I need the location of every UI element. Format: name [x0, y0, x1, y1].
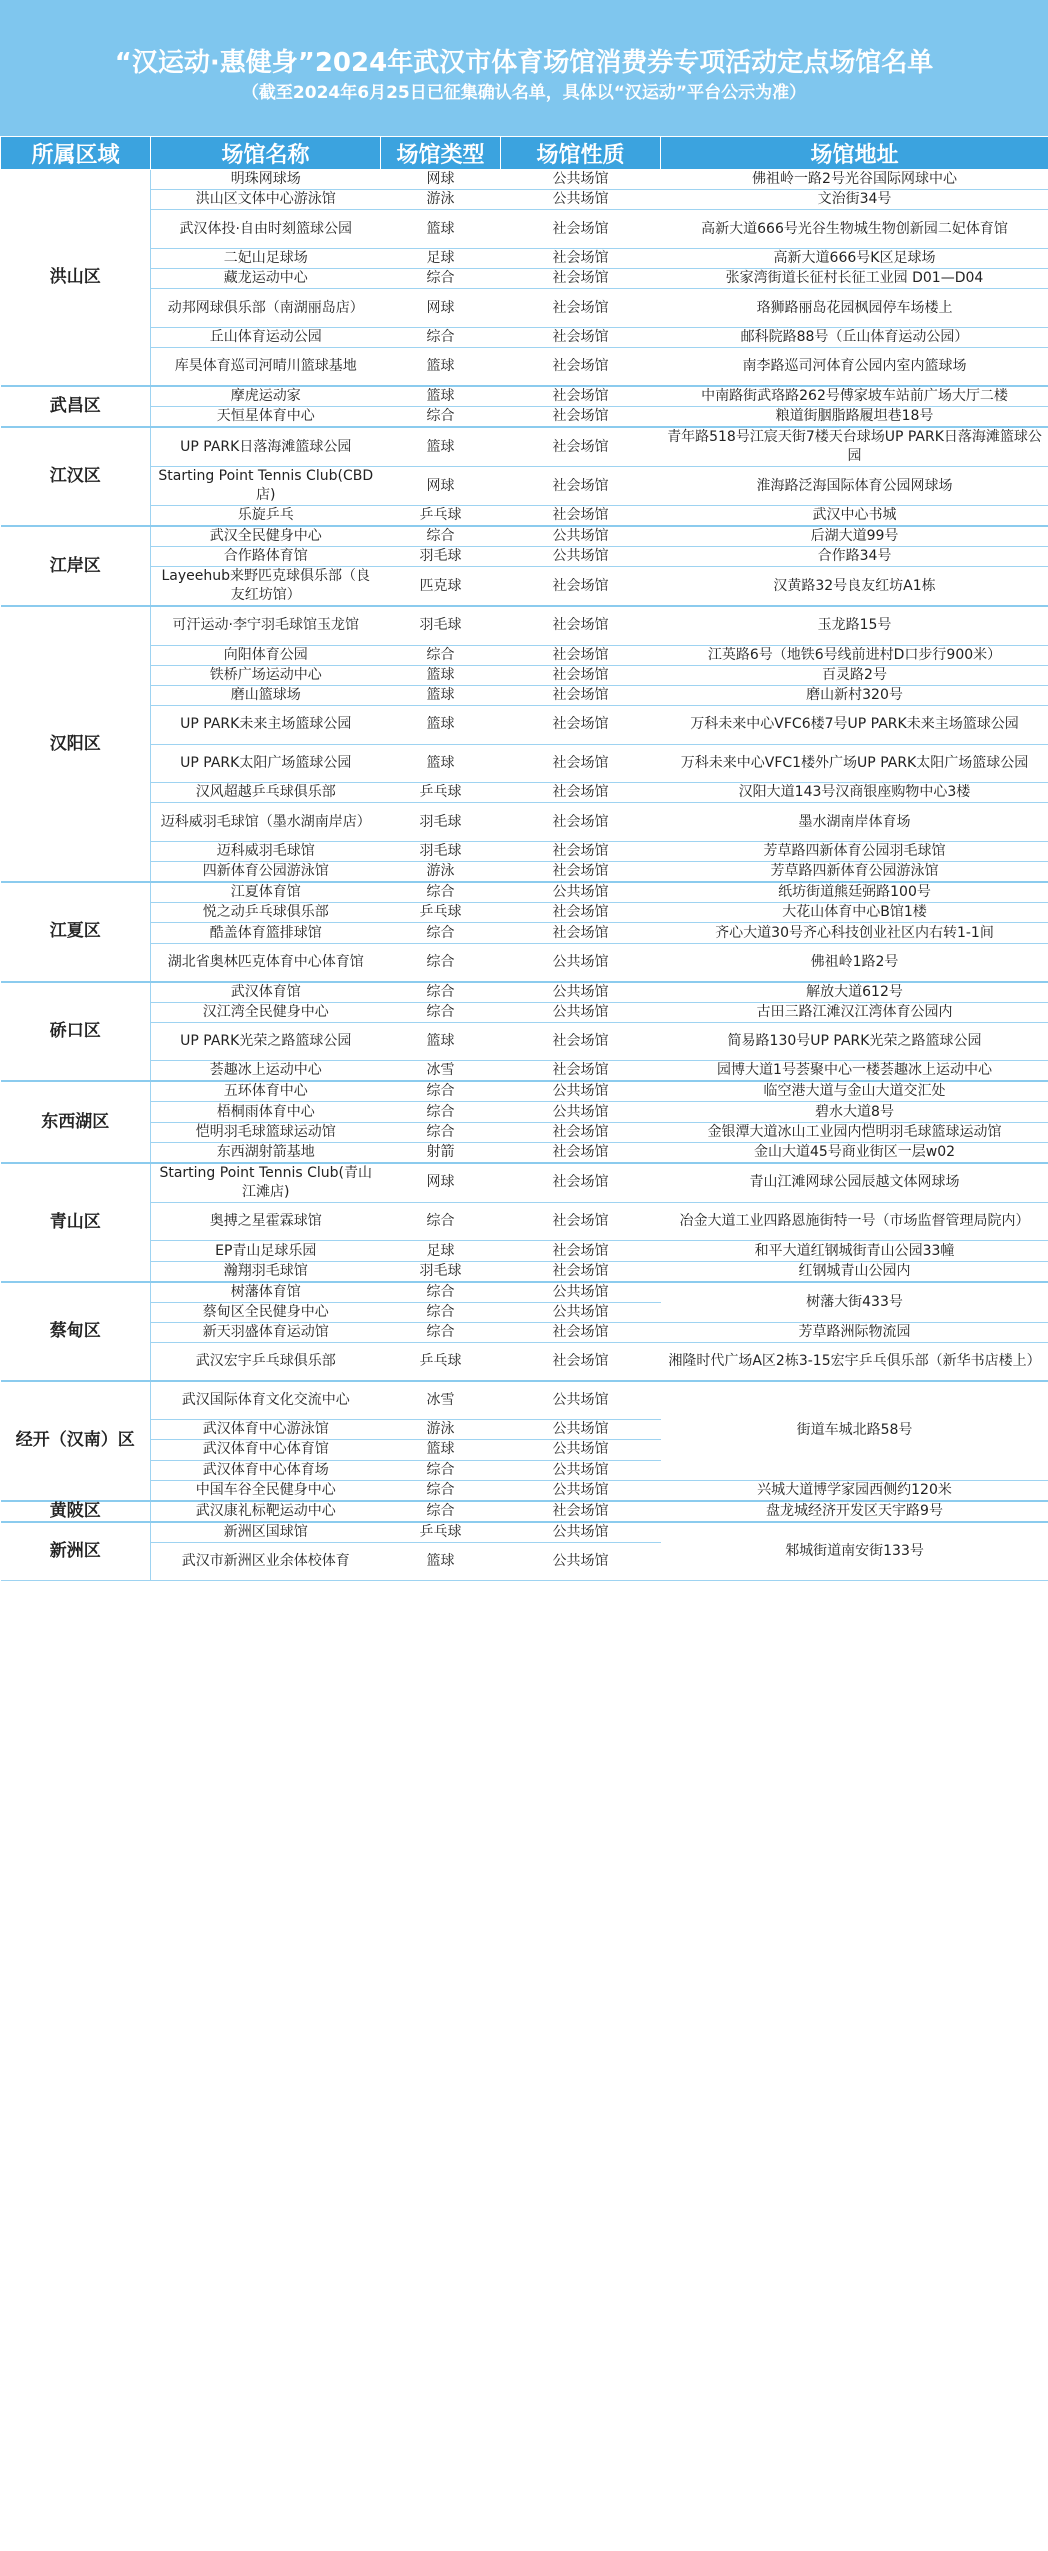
table-row [1, 327, 1048, 347]
cell-district: 硚口区 [1, 982, 151, 1082]
cell-venue-nature: 社会场馆 [501, 1061, 661, 1082]
cell-venue-type: 网球 [381, 467, 501, 506]
cell-venue-address: 淮海路泛海国际体育公园网球场 [661, 467, 1048, 506]
cell-venue-address: 大花山体育中心B馆1楼 [661, 903, 1048, 923]
cell-venue-name: 武汉体育中心体育馆 [151, 1440, 381, 1460]
cell-venue-type: 综合 [381, 1081, 501, 1102]
cell-venue-address: 古田三路江滩汉江湾体育公园内 [661, 1002, 1048, 1022]
table-row [1, 269, 1048, 289]
cell-venue-name: 中国车谷全民健身中心 [151, 1480, 381, 1501]
cell-venue-name: 迈科威羽毛球馆（墨水湖南岸店） [151, 803, 381, 842]
cell-venue-type: 游泳 [381, 1420, 501, 1440]
column-header-address: 场馆地址 [661, 137, 1048, 170]
cell-venue-type: 乒乓球 [381, 1343, 501, 1382]
table-row [1, 842, 1048, 862]
cell-venue-name: UP PARK太阳广场篮球公园 [151, 744, 381, 783]
cell-venue-name: 武汉体投·自由时刻篮球公园 [151, 210, 381, 249]
cell-venue-type: 射箭 [381, 1142, 501, 1163]
cell-venue-address: 青山江滩网球公园辰越文体网球场 [661, 1163, 1048, 1203]
cell-venue-nature: 公共场馆 [501, 1381, 661, 1420]
cell-venue-nature: 社会场馆 [501, 1202, 661, 1241]
cell-venue-address: 百灵路2号 [661, 665, 1048, 685]
cell-venue-name: 新天羽盛体育运动馆 [151, 1322, 381, 1342]
cell-venue-name: 明珠网球场 [151, 170, 381, 190]
cell-venue-type: 羽毛球 [381, 842, 501, 862]
cell-venue-name: 乐旋乒乓 [151, 506, 381, 527]
cell-venue-name: 洪山区文体中心游泳馆 [151, 190, 381, 210]
cell-venue-type: 综合 [381, 1322, 501, 1342]
cell-district: 江岸区 [1, 526, 151, 606]
cell-venue-address: 汉黄路32号良友红坊A1栋 [661, 567, 1048, 607]
cell-venue-address: 齐心大道30号齐心科技创业社区内右转1-1间 [661, 923, 1048, 943]
cell-venue-nature: 社会场馆 [501, 210, 661, 249]
cell-venue-nature: 公共场馆 [501, 982, 661, 1003]
column-header-type: 场馆类型 [381, 137, 501, 170]
cell-venue-name: 树藩体育馆 [151, 1282, 381, 1303]
cell-venue-nature: 社会场馆 [501, 706, 661, 745]
cell-venue-nature: 社会场馆 [501, 1261, 661, 1282]
cell-venue-type: 篮球 [381, 1440, 501, 1460]
cell-venue-nature: 社会场馆 [501, 407, 661, 428]
table-row [1, 606, 1048, 645]
cell-venue-name: 悦之动乒乓球俱乐部 [151, 903, 381, 923]
table-row [1, 903, 1048, 923]
cell-venue-address: 武汉中心书城 [661, 506, 1048, 527]
cell-venue-nature: 公共场馆 [501, 1282, 661, 1303]
cell-venue-type: 综合 [381, 982, 501, 1003]
cell-district: 江夏区 [1, 882, 151, 981]
cell-venue-nature: 社会场馆 [501, 803, 661, 842]
cell-venue-name: UP PARK日落海滩篮球公园 [151, 427, 381, 467]
table-row [1, 982, 1048, 1003]
cell-venue-type: 综合 [381, 923, 501, 943]
cell-venue-nature: 公共场馆 [501, 1460, 661, 1480]
cell-venue-type: 羽毛球 [381, 547, 501, 567]
cell-venue-nature: 社会场馆 [501, 1241, 661, 1261]
table-row [1, 386, 1048, 407]
cell-venue-type: 游泳 [381, 190, 501, 210]
cell-venue-name: 动邦网球俱乐部（南湖丽岛店） [151, 289, 381, 328]
cell-venue-address: 青年路518号江宸天街7楼天台球场UP PARK日落海滩篮球公园 [661, 427, 1048, 467]
cell-venue-name: 四新体育公园游泳馆 [151, 862, 381, 883]
cell-district: 新洲区 [1, 1522, 151, 1581]
table-row [1, 1002, 1048, 1022]
cell-venue-type: 综合 [381, 526, 501, 547]
cell-venue-name: 武汉体育中心游泳馆 [151, 1420, 381, 1440]
cell-venue-type: 综合 [381, 1501, 501, 1522]
cell-venue-address: 佛祖岭1路2号 [661, 943, 1048, 982]
cell-venue-name: 磨山篮球场 [151, 685, 381, 705]
table-row [1, 547, 1048, 567]
cell-venue-nature: 社会场馆 [501, 506, 661, 527]
cell-venue-address: 万科未来中心VFC6楼7号UP PARK未来主场篮球公园 [661, 706, 1048, 745]
cell-venue-address: 金山大道45号商业街区一层w02 [661, 1142, 1048, 1163]
cell-venue-nature: 社会场馆 [501, 1022, 661, 1061]
cell-venue-type: 综合 [381, 269, 501, 289]
table-row [1, 882, 1048, 903]
cell-venue-type: 综合 [381, 1202, 501, 1241]
cell-venue-nature: 公共场馆 [501, 1002, 661, 1022]
cell-venue-nature: 公共场馆 [501, 1420, 661, 1440]
column-header-district: 所属区域 [1, 137, 151, 170]
cell-venue-nature: 社会场馆 [501, 269, 661, 289]
table-row [1, 1202, 1048, 1241]
cell-venue-nature: 公共场馆 [501, 1302, 661, 1322]
cell-venue-name: 荟趣冰上运动中心 [151, 1061, 381, 1082]
cell-venue-name: 恺明羽毛球篮球运动馆 [151, 1122, 381, 1142]
table-row [1, 190, 1048, 210]
table-row [1, 506, 1048, 527]
cell-venue-nature: 社会场馆 [501, 348, 661, 387]
cell-venue-address: 简易路130号UP PARK光荣之路篮球公园 [661, 1022, 1048, 1061]
cell-venue-type: 篮球 [381, 744, 501, 783]
cell-venue-nature: 社会场馆 [501, 289, 661, 328]
cell-venue-nature: 社会场馆 [501, 1163, 661, 1203]
cell-venue-type: 乒乓球 [381, 783, 501, 803]
cell-venue-address: 盘龙城经济开发区天宇路9号 [661, 1501, 1048, 1522]
cell-venue-nature: 社会场馆 [501, 1501, 661, 1522]
cell-venue-type: 匹克球 [381, 567, 501, 607]
table-row [1, 526, 1048, 547]
cell-venue-name: 汉风超越乒乓球俱乐部 [151, 783, 381, 803]
table-row [1, 803, 1048, 842]
cell-venue-nature: 社会场馆 [501, 744, 661, 783]
cell-venue-name: Starting Point Tennis Club(青山江滩店) [151, 1163, 381, 1203]
cell-venue-nature: 公共场馆 [501, 1522, 661, 1543]
table-row [1, 170, 1048, 190]
cell-district: 青山区 [1, 1163, 151, 1282]
cell-venue-name: 武汉全民健身中心 [151, 526, 381, 547]
cell-venue-name: 摩虎运动家 [151, 386, 381, 407]
cell-venue-address: 街道车城北路58号 [661, 1381, 1048, 1480]
cell-venue-address: 邾城街道南安街133号 [661, 1522, 1048, 1581]
cell-venue-type: 篮球 [381, 1022, 501, 1061]
cell-venue-address: 园博大道1号荟聚中心一楼荟趣冰上运动中心 [661, 1061, 1048, 1082]
cell-venue-address: 临空港大道与金山大道交汇处 [661, 1081, 1048, 1102]
table-row [1, 645, 1048, 665]
cell-venue-address: 和平大道红钢城街青山公园33幢 [661, 1241, 1048, 1261]
cell-venue-name: 湖北省奥林匹克体育中心体育馆 [151, 943, 381, 982]
cell-venue-nature: 公共场馆 [501, 1542, 661, 1581]
cell-venue-nature: 社会场馆 [501, 567, 661, 607]
cell-venue-type: 网球 [381, 1163, 501, 1203]
cell-venue-address: 高新大道666号光谷生物城生物创新园二妃体育馆 [661, 210, 1048, 249]
column-header-nature: 场馆性质 [501, 137, 661, 170]
cell-venue-address: 兴城大道博学家园西侧约120米 [661, 1480, 1048, 1501]
table-row [1, 1282, 1048, 1303]
cell-venue-name: Layeehub来野匹克球俱乐部（良友红坊馆） [151, 567, 381, 607]
cell-venue-name: UP PARK光荣之路篮球公园 [151, 1022, 381, 1061]
cell-venue-address: 碧水大道8号 [661, 1102, 1048, 1122]
cell-venue-type: 篮球 [381, 1542, 501, 1581]
cell-venue-type: 羽毛球 [381, 803, 501, 842]
cell-venue-type: 乒乓球 [381, 506, 501, 527]
table-row [1, 1381, 1048, 1420]
table-row [1, 1122, 1048, 1142]
cell-venue-type: 足球 [381, 248, 501, 268]
page-subtitle: （截至2024年6月25日已征集确认名单，具体以“汉运动”平台公示为准） [241, 83, 807, 103]
cell-venue-type: 篮球 [381, 685, 501, 705]
table-row [1, 467, 1048, 506]
cell-venue-name: 武汉市新洲区业余体校体育 [151, 1542, 381, 1581]
cell-venue-address: 后湖大道99号 [661, 526, 1048, 547]
table-row [1, 1480, 1048, 1501]
cell-venue-nature: 公共场馆 [501, 1081, 661, 1102]
cell-venue-address: 磨山新村320号 [661, 685, 1048, 705]
cell-venue-address: 纸坊街道熊廷弼路100号 [661, 882, 1048, 903]
cell-venue-name: 武汉体育中心体育场 [151, 1460, 381, 1480]
table-row [1, 665, 1048, 685]
table-row [1, 685, 1048, 705]
cell-venue-nature: 社会场馆 [501, 1122, 661, 1142]
cell-venue-address: 红钢城青山公园内 [661, 1261, 1048, 1282]
table-row [1, 248, 1048, 268]
cell-district: 蔡甸区 [1, 1282, 151, 1381]
table-row [1, 1501, 1048, 1522]
cell-district: 汉阳区 [1, 606, 151, 882]
cell-venue-name: EP青山足球乐园 [151, 1241, 381, 1261]
cell-venue-nature: 公共场馆 [501, 526, 661, 547]
cell-venue-nature: 公共场馆 [501, 1480, 661, 1501]
cell-venue-name: 酷盖体育篮排球馆 [151, 923, 381, 943]
cell-venue-name: 武汉康礼标靶运动中心 [151, 1501, 381, 1522]
cell-venue-name: 天恒星体育中心 [151, 407, 381, 428]
column-header-name: 场馆名称 [151, 137, 381, 170]
page-header [0, 0, 1048, 136]
cell-venue-type: 网球 [381, 170, 501, 190]
cell-district: 洪山区 [1, 170, 151, 387]
table-row [1, 210, 1048, 249]
cell-venue-nature: 社会场馆 [501, 903, 661, 923]
cell-venue-type: 综合 [381, 943, 501, 982]
cell-venue-name: 向阳体育公园 [151, 645, 381, 665]
cell-venue-type: 综合 [381, 1302, 501, 1322]
cell-venue-nature: 公共场馆 [501, 943, 661, 982]
cell-venue-address: 玉龙路15号 [661, 606, 1048, 645]
cell-venue-name: 可汗运动·李宁羽毛球馆玉龙馆 [151, 606, 381, 645]
table-row [1, 1163, 1048, 1203]
cell-venue-name: 梧桐雨体育中心 [151, 1102, 381, 1122]
table-row [1, 783, 1048, 803]
cell-venue-nature: 公共场馆 [501, 1440, 661, 1460]
cell-venue-name: 汉江湾全民健身中心 [151, 1002, 381, 1022]
cell-venue-name: 二妃山足球场 [151, 248, 381, 268]
cell-venue-type: 乒乓球 [381, 1522, 501, 1543]
cell-venue-type: 综合 [381, 645, 501, 665]
cell-venue-type: 冰雪 [381, 1061, 501, 1082]
cell-venue-nature: 公共场馆 [501, 1102, 661, 1122]
cell-venue-address: 芳草路洲际物流园 [661, 1322, 1048, 1342]
cell-district: 武昌区 [1, 386, 151, 427]
cell-venue-type: 羽毛球 [381, 1261, 501, 1282]
cell-venue-type: 综合 [381, 407, 501, 428]
cell-venue-nature: 社会场馆 [501, 427, 661, 467]
cell-venue-type: 综合 [381, 882, 501, 903]
table-row [1, 1022, 1048, 1061]
table-row [1, 1102, 1048, 1122]
cell-venue-nature: 公共场馆 [501, 547, 661, 567]
cell-venue-nature: 社会场馆 [501, 685, 661, 705]
cell-venue-address: 张家湾街道长征村长征工业园 D01—D04 [661, 269, 1048, 289]
cell-venue-address: 邮科院路88号（丘山体育运动公园） [661, 327, 1048, 347]
cell-venue-type: 综合 [381, 1102, 501, 1122]
cell-venue-name: 库昊体育巡司河晴川篮球基地 [151, 348, 381, 387]
cell-venue-nature: 社会场馆 [501, 862, 661, 883]
cell-venue-type: 综合 [381, 1460, 501, 1480]
page-title: “汉运动·惠健身”2024年武汉市体育场馆消费券专项活动定点场馆名单 [114, 48, 934, 78]
cell-venue-address: 粮道街胭脂路履坦巷18号 [661, 407, 1048, 428]
cell-venue-nature: 社会场馆 [501, 1343, 661, 1382]
cell-venue-type: 篮球 [381, 665, 501, 685]
cell-venue-nature: 社会场馆 [501, 248, 661, 268]
cell-venue-nature: 公共场馆 [501, 170, 661, 190]
cell-venue-type: 篮球 [381, 427, 501, 467]
cell-venue-name: 武汉国际体育文化交流中心 [151, 1381, 381, 1420]
cell-venue-address: 解放大道612号 [661, 982, 1048, 1003]
cell-venue-address: 高新大道666号K区足球场 [661, 248, 1048, 268]
cell-venue-nature: 社会场馆 [501, 606, 661, 645]
table-row [1, 567, 1048, 607]
cell-district: 东西湖区 [1, 1081, 151, 1162]
table-header-row [1, 137, 1048, 170]
cell-venue-address: 佛祖岭一路2号光谷国际网球中心 [661, 170, 1048, 190]
cell-venue-name: 江夏体育馆 [151, 882, 381, 903]
cell-venue-nature: 社会场馆 [501, 1322, 661, 1342]
cell-venue-type: 综合 [381, 1122, 501, 1142]
cell-venue-name: 藏龙运动中心 [151, 269, 381, 289]
cell-venue-address: 中南路街武珞路262号傅家坡车站前广场大厅二楼 [661, 386, 1048, 407]
cell-venue-nature: 社会场馆 [501, 327, 661, 347]
cell-venue-type: 综合 [381, 1282, 501, 1303]
table-row [1, 427, 1048, 467]
cell-venue-nature: 社会场馆 [501, 386, 661, 407]
venue-table [0, 136, 1048, 1581]
table-row [1, 1343, 1048, 1382]
cell-venue-type: 乒乓球 [381, 903, 501, 923]
cell-venue-address: 江英路6号（地铁6号线前进村D口步行900米） [661, 645, 1048, 665]
cell-venue-type: 游泳 [381, 862, 501, 883]
table-row [1, 289, 1048, 328]
cell-venue-nature: 社会场馆 [501, 923, 661, 943]
cell-venue-name: 武汉宏宇乒乓球俱乐部 [151, 1343, 381, 1382]
cell-venue-name: 合作路体育馆 [151, 547, 381, 567]
table-body [1, 170, 1048, 1581]
cell-venue-nature: 社会场馆 [501, 467, 661, 506]
cell-district: 黄陂区 [1, 1501, 151, 1522]
cell-venue-address: 文治街34号 [661, 190, 1048, 210]
table-row [1, 923, 1048, 943]
cell-venue-name: 蔡甸区全民健身中心 [151, 1302, 381, 1322]
table-row [1, 744, 1048, 783]
cell-venue-nature: 社会场馆 [501, 842, 661, 862]
cell-venue-nature: 社会场馆 [501, 645, 661, 665]
cell-venue-type: 篮球 [381, 386, 501, 407]
table-row [1, 407, 1048, 428]
cell-venue-address: 树藩大街433号 [661, 1282, 1048, 1323]
cell-venue-name: Starting Point Tennis Club(CBD店) [151, 467, 381, 506]
table-row [1, 1081, 1048, 1102]
cell-venue-nature: 社会场馆 [501, 665, 661, 685]
cell-venue-address: 湘隆时代广场A区2栋3-15宏宇乒乓俱乐部（新华书店楼上） [661, 1343, 1048, 1382]
cell-venue-address: 墨水湖南岸体育场 [661, 803, 1048, 842]
cell-venue-name: 奥搏之星霍霖球馆 [151, 1202, 381, 1241]
cell-venue-address: 金银潭大道冰山工业园内恺明羽毛球篮球运动馆 [661, 1122, 1048, 1142]
cell-venue-type: 足球 [381, 1241, 501, 1261]
cell-venue-address: 合作路34号 [661, 547, 1048, 567]
cell-venue-address: 南李路巡司河体育公园内室内篮球场 [661, 348, 1048, 387]
cell-venue-name: 东西湖射箭基地 [151, 1142, 381, 1163]
cell-venue-type: 网球 [381, 289, 501, 328]
table-row [1, 1241, 1048, 1261]
cell-venue-nature: 公共场馆 [501, 190, 661, 210]
table-row [1, 943, 1048, 982]
cell-venue-name: 丘山体育运动公园 [151, 327, 381, 347]
cell-district: 经开（汉南）区 [1, 1381, 151, 1501]
table-row [1, 348, 1048, 387]
table-row [1, 1322, 1048, 1342]
cell-venue-name: 瀚翔羽毛球馆 [151, 1261, 381, 1282]
cell-venue-address: 万科未来中心VFC1楼外广场UP PARK太阳广场篮球公园 [661, 744, 1048, 783]
table-row [1, 706, 1048, 745]
cell-venue-name: 铁桥广场运动中心 [151, 665, 381, 685]
cell-venue-name: 五环体育中心 [151, 1081, 381, 1102]
cell-venue-nature: 社会场馆 [501, 1142, 661, 1163]
cell-venue-nature: 公共场馆 [501, 882, 661, 903]
cell-venue-type: 篮球 [381, 706, 501, 745]
table-row [1, 1142, 1048, 1163]
table-row [1, 862, 1048, 883]
cell-venue-name: UP PARK未来主场篮球公园 [151, 706, 381, 745]
cell-venue-name: 迈科威羽毛球馆 [151, 842, 381, 862]
cell-venue-address: 汉阳大道143号汉商银座购物中心3楼 [661, 783, 1048, 803]
cell-venue-type: 篮球 [381, 348, 501, 387]
table-row [1, 1522, 1048, 1543]
cell-venue-name: 新洲区国球馆 [151, 1522, 381, 1543]
cell-venue-address: 珞狮路丽岛花园枫园停车场楼上 [661, 289, 1048, 328]
cell-venue-type: 冰雪 [381, 1381, 501, 1420]
cell-venue-address: 芳草路四新体育公园游泳馆 [661, 862, 1048, 883]
cell-venue-type: 综合 [381, 1002, 501, 1022]
cell-venue-name: 武汉体育馆 [151, 982, 381, 1003]
cell-venue-type: 综合 [381, 1480, 501, 1501]
cell-venue-address: 芳草路四新体育公园羽毛球馆 [661, 842, 1048, 862]
table-row [1, 1261, 1048, 1282]
table-row [1, 1061, 1048, 1082]
cell-venue-type: 羽毛球 [381, 606, 501, 645]
cell-district: 江汉区 [1, 427, 151, 526]
cell-venue-nature: 社会场馆 [501, 783, 661, 803]
cell-venue-type: 综合 [381, 327, 501, 347]
cell-venue-type: 篮球 [381, 210, 501, 249]
cell-venue-address: 冶金大道工业四路恩施街特一号（市场监督管理局院内） [661, 1202, 1048, 1241]
